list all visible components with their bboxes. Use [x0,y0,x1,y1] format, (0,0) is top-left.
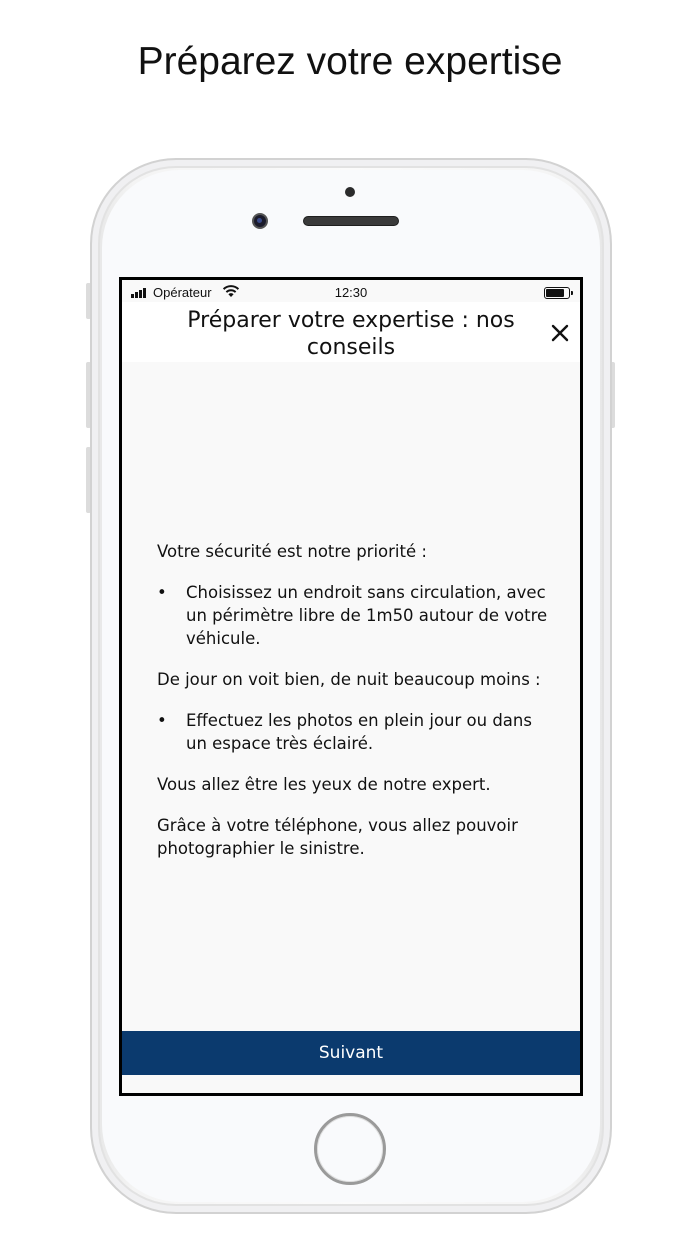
next-button[interactable]: Suivant [122,1031,580,1075]
photograph-text: Grâce à votre téléphone, vous allez pouvoir photographier le sinistre. [157,816,518,858]
close-icon[interactable] [550,323,570,343]
page-title: Préparer votre expertise : nos conseils [187,308,515,360]
proximity-sensor [345,187,355,197]
status-bar [122,280,580,304]
battery-icon [544,287,570,299]
advice-content [157,540,550,878]
bullet-text: Effectuez les photos en plein jour ou dans un espace très éclairé. [186,711,532,753]
lighting-heading: De jour on voit bien, de nuit beaucoup moins : [157,670,541,689]
navigation-bar [122,302,580,362]
list-item [157,581,550,650]
front-camera-icon [252,213,268,229]
safety-heading: Votre sécurité est notre priorité : [157,542,427,561]
bullet-text: Choisissez un endroit sans circulation, avec un périmètre libre de 1m50 autour de votre véhicule. [186,583,548,648]
earpiece-speaker [303,216,399,226]
phone-screen [119,277,583,1096]
bullet-marker: • [157,583,167,602]
list-item [157,709,550,755]
bullet-marker: • [157,711,167,730]
home-button [314,1113,386,1185]
status-time: 12:30 [334,285,368,300]
app-screen [122,280,580,1093]
expert-eyes-text: Vous allez être les yeux de notre expert. [157,775,491,794]
marketing-caption: Préparez votre expertise [137,40,563,83]
carrier-name: Opérateur [153,285,212,300]
